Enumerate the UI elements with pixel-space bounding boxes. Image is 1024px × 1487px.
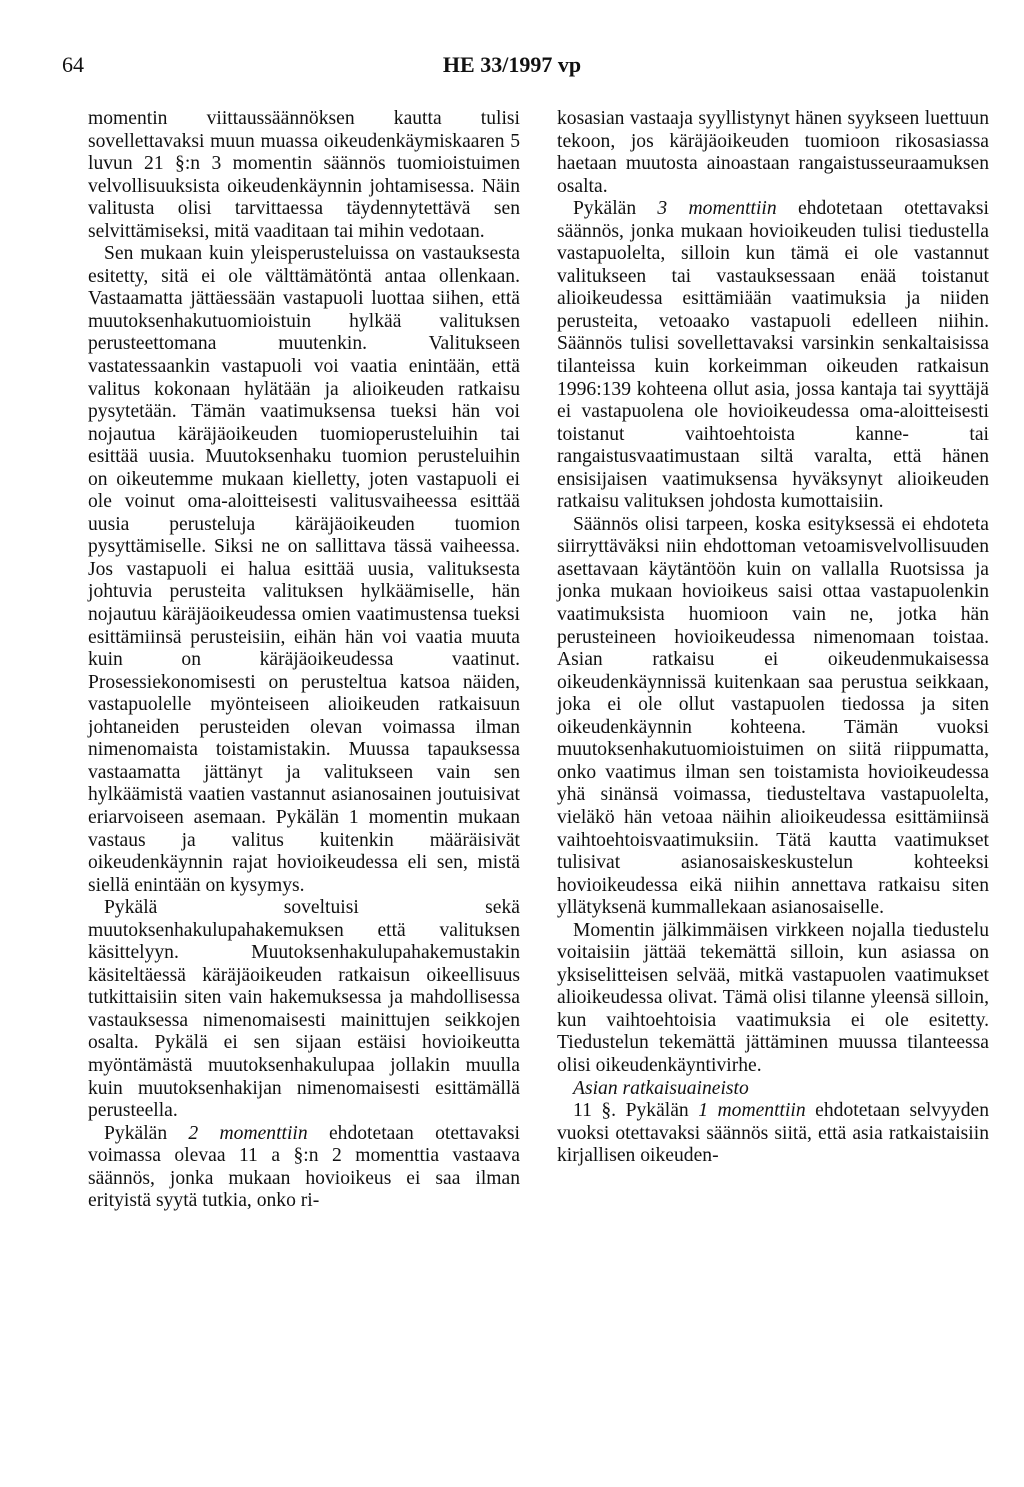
paragraph bbox=[557, 198, 989, 514]
paragraph bbox=[557, 1100, 989, 1168]
right-column bbox=[557, 108, 989, 1168]
emphasis: 1 momenttiin bbox=[698, 1100, 806, 1122]
page-number: 64 bbox=[62, 52, 84, 77]
section-heading: Asian ratkaisuaineisto bbox=[573, 1077, 749, 1099]
paragraph bbox=[88, 1123, 520, 1213]
text-run: ehdotetaan otettavaksi säännös, jonka mukaan hovioikeuden tulisi tiedustella vastapuolelta, silloin kun tämä ei ole vastannut valitukseen tai vastauksessaan enää toistanut alioikeudessa esittämiään vaatimuksia ja niiden perusteita, vetoaako vastapuoli edelleen niihin. Säännös tulisi sovellettavaksi varsinkin senkaltaisissa tilanteissa kuin korkeimman oikeuden ratkaisun 1996:139 kohteena ollut asia, jossa kantaja tai syyttäjä ei vastapuolena ole hovioikeudessa oma-aloitteisesti toistanut vaihtoehtoista kanne- tai rangaistusvaatimustaan siltä varalta, että hänen ensisijaisen vaatimuksensa hyväksynyt alioikeuden ratkaisu valituksen johdosta kumottaisiin. bbox=[557, 198, 989, 513]
paragraph: Sen mukaan kuin yleisperusteluissa on vastauksesta esitetty, sitä ei ole välttämätöntä antaa ollenkaan. Vastaamatta jättäessään vastapuoli luottaa siihen, että muutoksenhakutuomioistuin hylkää valituksen perusteettomana muutenkin. Valitukseen vastatessaankin vastapuoli voi vaatia enintään, että valitus kokonaan hylätään ja alioikeuden ratkaisu pysytetään. Tämän vaatimuksensa tueksi hän voi nojautua käräjäoikeuden tuomioperusteluihin tai esittää uusia. Muutoksenhaku tuomion perusteluihin on oikeutemme mukaan kielletty, joten vastapuoli ei ole voinut oma-aloitteisesti valitusvaiheessa esittää uusia perusteluja käräjäoikeuden tuomion pysyttämiselle. Siksi ne on sallittava tässä vaiheessa. Jos vastapuoli ei halua esittää uusia, valituksesta johtuvia perusteita valituksen hylkäämiselle, hän nojautuu käräjäoikeudessa omien vaatimustensa tueksi esittämiinsä perusteisiin, eihän hän voi vaatia muuta kuin on käräjäoikeudessa vaatinut. Prosessiekonomisesti on perusteltua katsoa näiden, vastapuolelle myönteiseen alioikeuden ratkaisuun johtaneiden perusteiden olevan voimassa ilman nimenomaista toistamistakin. Muussa tapauksessa vastaamatta jättänyt ja valitukseen vain sen hylkäämistä vaatien vastannut asianosainen joutuisivat eriarvoiseen asemaan. Pykälän 1 momentin mukaan vastaus ja valitus kuitenkin määräisivät oikeudenkäynnin rajat hovioikeudessa eli sen, mistä siellä enintään on kysymys. bbox=[88, 243, 520, 896]
paragraph: Pykälä soveltuisi sekä muutoksenhakulupahakemuksen että valituksen käsittelyyn. Muutoksenhakulupahakemustakin käsiteltäessä käräjäoikeuden ratkaisun oikeellisuus tutkittaisiin siten vain hakemuksessa ja mahdollisessa vastauksessa nimenomaisesti mainittujen seikkojen osalta. Pykälä ei sen sijaan estäisi hovioikeutta myöntämästä muutoksenhakulupaa jollakin muulla kuin muutoksenhakijan nimenomaisesti esittämällä perusteella. bbox=[88, 897, 520, 1122]
text-run: Pykälän bbox=[104, 1122, 189, 1144]
text-run: Pykälän bbox=[573, 198, 658, 220]
text-run: ehdotetaan selvyyden vuoksi otettavaksi säännös siitä, että asia ratkaistaisiin kirjallisen oikeuden- bbox=[557, 1100, 989, 1167]
text-run: ehdotetaan otettavaksi voimassa olevaa 11 a §:n 2 momenttia vastaava säännös, jonka mukaan hovioikeus ei saa ilman erityistä syytä tutkia, onko ri- bbox=[88, 1122, 520, 1212]
left-column bbox=[88, 108, 520, 1213]
emphasis: 2 momenttiin bbox=[188, 1122, 308, 1144]
paragraph: Säännös olisi tarpeen, koska esityksessä ei ehdoteta siirryttäväksi niin ehdottoman vetoamisvelvollisuuden asettavaan käytäntöön kuin on vallalla Ruotsissa ja jonka mukaan hovioikeus saisi ottaa vastapuolenkin vaatimuksista huomioon vain ne, jotka hän perusteineen hovioikeudessa nimenomaan toistaa. Asian ratkaisu ei oikeudenmukaisessa oikeudenkäynnissä kuitenkaan saa perustua seikkaan, joka ei ole ollut vastapuolen tiedossa ja siten oikeudenkäynnin kohteena. Tämän vuoksi muutoksenhakutuomioistuimen on siitä riippumatta, onko vaatimus ilman sen toistamista hovioikeudessa yhä sinänsä voimassa, tiedusteltava vastapuolelta, vieläkö hän vetoaa näihin alioikeudessa esittämiinsä vaihtoehtoisvaatimuksiin. Tätä kautta vaatimukset tulisivat asianosaiskeskustelun kohteeksi hovioikeudessa eikä niihin annettava ratkaisu siten yllätyksenä kummallekaan asianosaiselle. bbox=[557, 513, 989, 919]
paragraph: momentin viittaussäännöksen kautta tulisi sovellettavaksi muun muassa oikeudenkäymiskaaren 5 luvun 21 §:n 3 momentin säännös tuomioistuimen velvollisuuksista oikeudenkäynnin johtamisessa. Näin valitusta olisi tarvittaessa täydennytettävä sen selvittämiseksi, mitä vaaditaan tai mihin vedotaan. bbox=[88, 108, 520, 242]
running-head: HE 33/1997 vp bbox=[442, 52, 582, 77]
paragraph: kosasian vastaaja syyllistynyt hänen syykseen luettuun tekoon, jos käräjäoikeuden tuomioon rikosasiassa haetaan muutosta ainoastaan rangaistusseuraamuksen osalta. bbox=[557, 108, 989, 197]
emphasis: 3 momenttiin bbox=[657, 198, 777, 220]
text-run: 11 §. Pykälän bbox=[573, 1100, 699, 1122]
paragraph: Momentin jälkimmäisen virkkeen nojalla tiedustelu voitaisiin jättää tekemättä silloin, kun asiassa on yksiselitteisen selvää, mitkä vastapuolen vaatimukset alioikeudessa olivat. Tämä olisi tilanne yleensä silloin, kun vaihtoehtoisia vaatimuksia ei ole esitetty. Tiedustelun tekemättä jättäminen muussa tilanteessa olisi oikeudenkäyntivirhe. bbox=[557, 919, 989, 1076]
